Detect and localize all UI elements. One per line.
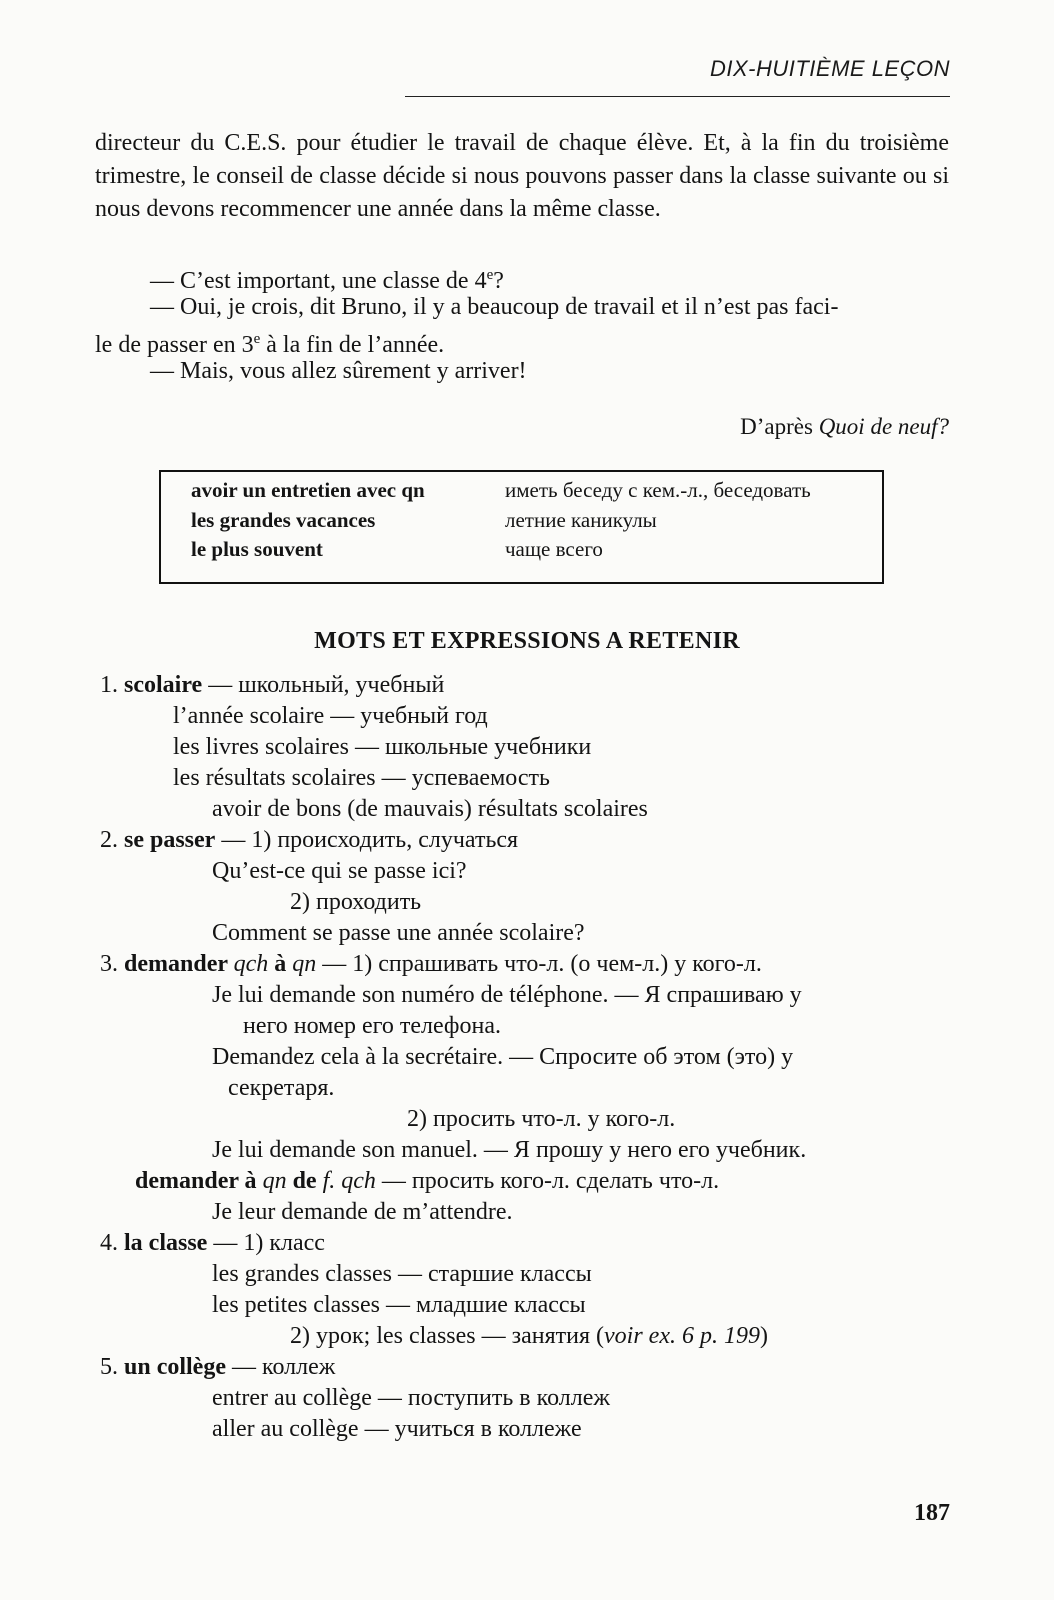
entry-3-example: Je lui demande son manuel. — Я прошу у него его учебник. bbox=[212, 1137, 807, 1163]
entry-3-example: Je lui demande son numéro de téléphone. — Я спрашиваю у bbox=[212, 982, 802, 1008]
paragraph-1: directeur du C.E.S. pour étudier le travail de chaque élève. Et, à la fin du troisième trimestre, le conseil de classe décide si nous pouvons passer dans la classe suivante ou si nous devons recommencer une année dans la même classe. bbox=[95, 130, 949, 222]
entry-5-example: entrer au collège — поступить в коллеж bbox=[212, 1385, 610, 1411]
entry-2-heading: 2. se passer — 1) происходить, случаться bbox=[100, 827, 519, 853]
vocab-french: le plus souvent bbox=[191, 537, 323, 561]
entry-1-example: l’année scolaire — учебный год bbox=[173, 703, 488, 729]
vocab-french: avoir un entretien avec qn bbox=[191, 478, 425, 502]
page-number: 187 bbox=[914, 1500, 950, 1526]
vocab-russian: иметь беседу с кем.-л., беседовать bbox=[505, 478, 811, 502]
entry-1-example: avoir de bons (de mauvais) résultats scolaires bbox=[212, 796, 648, 822]
entry-5-heading: 5. un collège — коллеж bbox=[100, 1354, 336, 1380]
dialogue-line-3: — Mais, vous allez sûrement y arriver! bbox=[150, 358, 527, 384]
section-title: MOTS ET EXPRESSIONS A RETENIR bbox=[314, 628, 740, 654]
entry-4-example: les petites classes — младшие классы bbox=[212, 1292, 586, 1318]
entry-3-example: Demandez cela à la secrétaire. — Спросите об этом (это) у bbox=[212, 1044, 794, 1070]
entry-3-sense: 2) просить что-л. у кого-л. bbox=[407, 1106, 676, 1132]
entry-4-example: les grandes classes — старшие классы bbox=[212, 1261, 592, 1287]
entry-3-heading: 3. demander qch à qn — 1) спрашивать что-л. (о чем-л.) у кого-л. bbox=[100, 951, 762, 977]
vocab-french: les grandes vacances bbox=[191, 508, 376, 532]
entry-3-example-cont: секретаря. bbox=[228, 1075, 335, 1101]
entry-3-example-cont: него номер его телефона. bbox=[243, 1013, 501, 1039]
entry-1-example: les livres scolaires — школьные учебники bbox=[173, 734, 592, 760]
dialogue-line-2-cont: le de passer en 3e à la fin de l’année. bbox=[95, 331, 445, 358]
entry-5-example: aller au collège — учиться в коллеже bbox=[212, 1416, 582, 1442]
vocabulary-box bbox=[159, 470, 884, 584]
entry-3-subheading: demander à qn de f. qch — просить кого-л. сделать что-л. bbox=[135, 1168, 720, 1194]
entry-4-heading: 4. la classe — 1) класс bbox=[100, 1230, 325, 1256]
entry-1-example: les résultats scolaires — успеваемость bbox=[173, 765, 550, 791]
vocab-russian: летние каникулы bbox=[505, 508, 657, 532]
running-header: DIX-HUITIÈME LEÇON bbox=[709, 56, 950, 81]
entry-4-sense: 2) урок; les classes — занятия (voir ex. 6 p. 199) bbox=[290, 1323, 768, 1349]
entry-2-example: Comment se passe une année scolaire? bbox=[212, 920, 585, 946]
vocab-russian: чаще всего bbox=[505, 537, 603, 561]
entry-2-example: Qu’est-ce qui se passe ici? bbox=[212, 858, 467, 884]
entry-2-sense: 2) проходить bbox=[290, 889, 422, 915]
entry-3-example: Je leur demande de m’attendre. bbox=[212, 1199, 513, 1225]
source-citation: D’après Quoi de neuf? bbox=[740, 414, 949, 439]
entry-1-heading: 1. scolaire — школьный, учебный bbox=[100, 672, 445, 698]
header-rule bbox=[405, 96, 950, 97]
dialogue-line-1: — C’est important, une classe de 4e? bbox=[150, 267, 504, 294]
dialogue-line-2: — Oui, je crois, dit Bruno, il y a beaucoup de travail et il n’est pas faci- bbox=[150, 294, 839, 320]
